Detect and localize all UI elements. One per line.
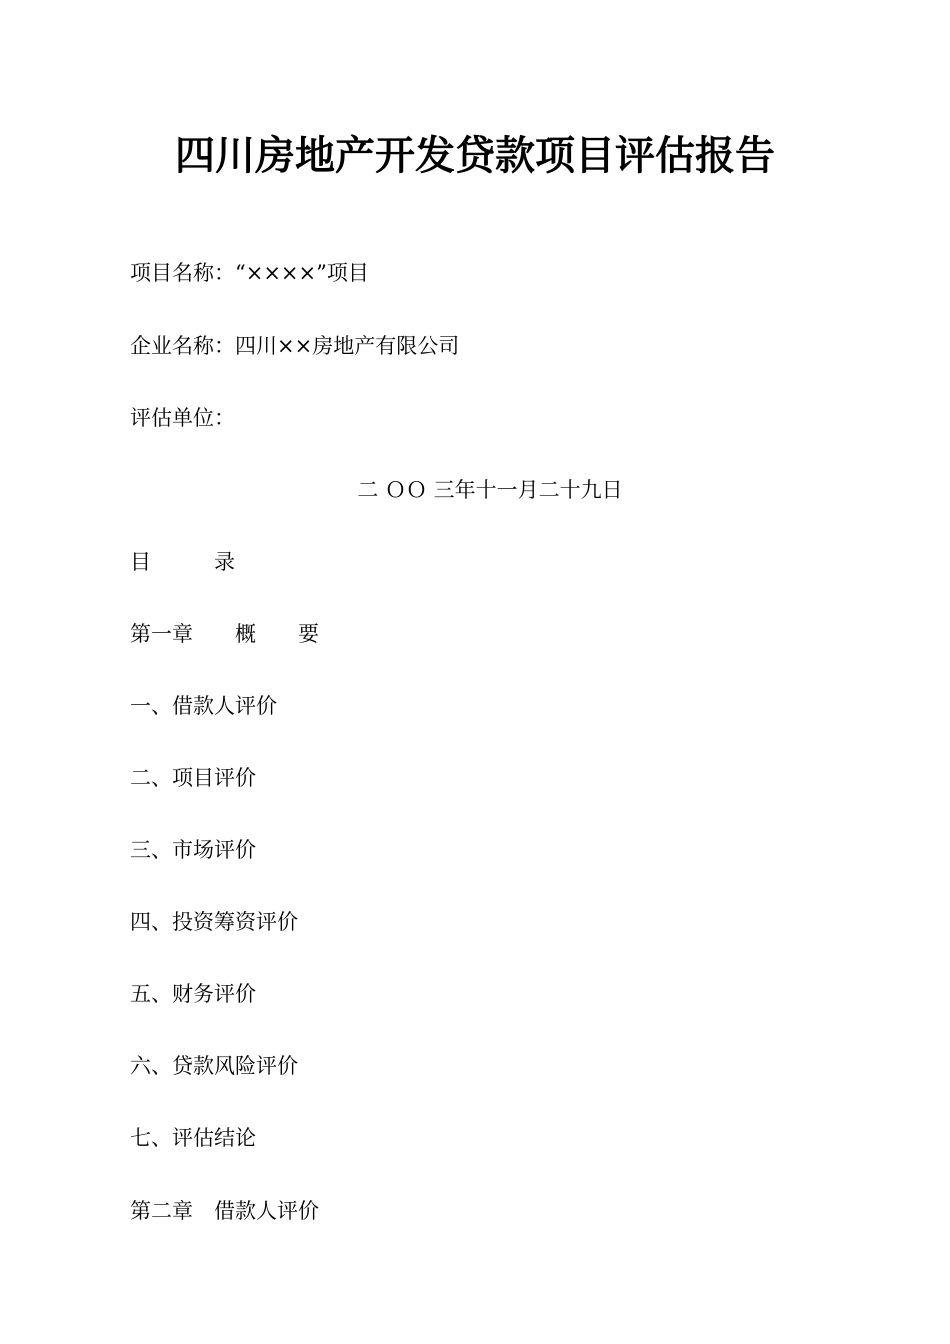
toc-chapter-2: 第二章 借款人评价 bbox=[130, 1199, 319, 1223]
document-title: 四川房地产开发贷款项目评估报告 bbox=[175, 132, 775, 179]
toc-item: 一、借款人评价 bbox=[130, 694, 277, 718]
toc-heading: 目 录 bbox=[130, 550, 235, 574]
toc-chapter-1: 第一章 概 要 bbox=[130, 622, 319, 646]
toc-item: 三、市场评价 bbox=[130, 838, 256, 862]
company-name-line: 企业名称：四川××房地产有限公司 bbox=[130, 334, 460, 358]
evaluation-unit-line: 评估单位： bbox=[130, 406, 235, 430]
toc-item: 五、财务评价 bbox=[130, 982, 256, 1006]
toc-item: 七、评估结论 bbox=[130, 1126, 256, 1150]
toc-item: 六、贷款风险评价 bbox=[130, 1054, 298, 1078]
report-date: 二 ＯＯ 三年十一月二十九日 bbox=[357, 478, 623, 502]
toc-item: 四、投资筹资评价 bbox=[130, 910, 298, 934]
project-name-line: 项目名称：“××××”项目 bbox=[130, 261, 369, 285]
toc-item: 二、项目评价 bbox=[130, 766, 256, 790]
